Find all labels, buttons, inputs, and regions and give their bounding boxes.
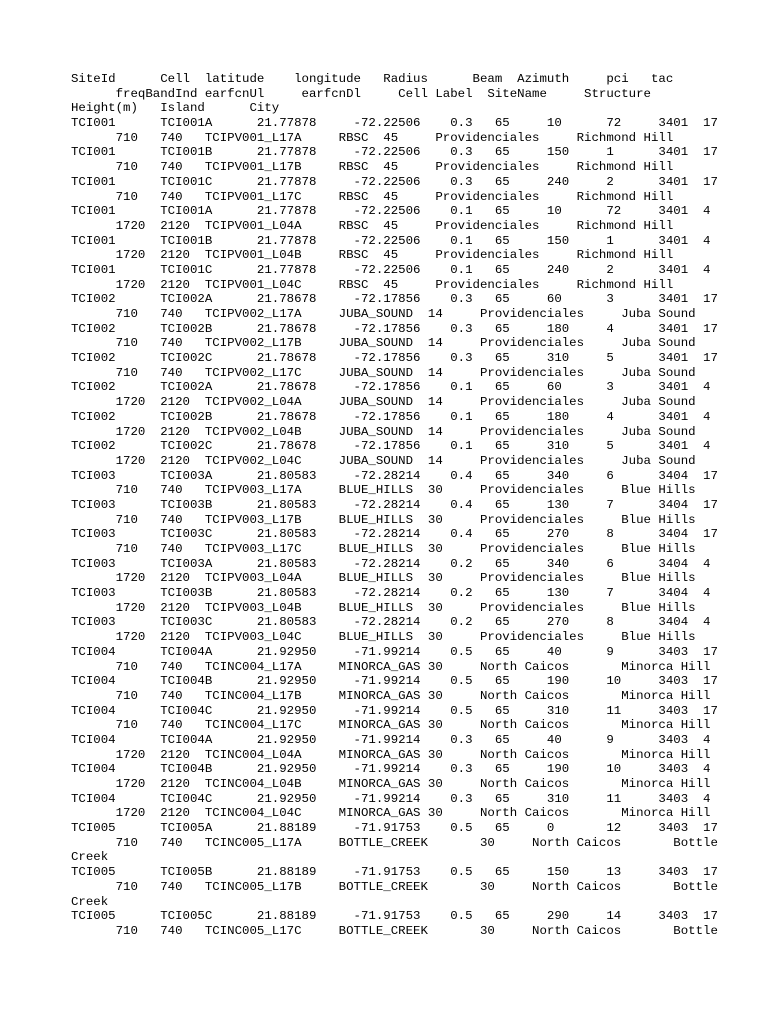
text-line: SiteId Cell latitude longitude Radius Beam Azimuth pci tac [71, 72, 674, 86]
text-line: TCI002 TCI002B 21.78678 -72.17856 0.3 65 180 4 3401 17 [71, 321, 718, 336]
text-line: TCI001 TCI001C 21.77878 -72.22506 0.1 65 240 2 3401 4 [71, 262, 711, 277]
text-line: Creek [71, 850, 109, 865]
text-line: 710 740 TCIPV002_L17B JUBA_SOUND 14 Providenciales Juba Sound [71, 336, 696, 351]
text-line: freqBandInd earfcnUl earfcnDl Cell Label SiteName Structure [71, 86, 651, 101]
document-text-body [71, 72, 761, 939]
text-line: TCI001 TCI001A 21.77878 -72.22506 0.3 65 10 72 3401 17 [71, 116, 718, 131]
text-line: TCI001 TCI001B 21.77878 -72.22506 0.3 65 150 1 3401 17 [71, 145, 718, 160]
text-line: 1720 2120 TCINC004_L04A MINORCA_GAS 30 North Caicos Minorca Hill [71, 747, 711, 762]
text-line: 1720 2120 TCIPV002_L04B JUBA_SOUND 14 Providenciales Juba Sound [71, 424, 696, 439]
text-line: TCI003 TCI003C 21.80583 -72.28214 0.4 65 270 8 3404 17 [71, 527, 718, 542]
text-line: TCI003 TCI003C 21.80583 -72.28214 0.2 65 270 8 3404 4 [71, 615, 711, 630]
text-line: 1720 2120 TCIPV001_L04C RBSC 45 Providenciales Richmond Hill [71, 277, 674, 292]
text-line: TCI002 TCI002A 21.78678 -72.17856 0.1 65 60 3 3401 4 [71, 380, 711, 395]
text-line: TCI003 TCI003B 21.80583 -72.28214 0.2 65 130 7 3404 4 [71, 586, 711, 601]
text-line: TCI002 TCI002B 21.78678 -72.17856 0.1 65 180 4 3401 4 [71, 409, 711, 424]
text-line: TCI005 TCI005B 21.88189 -71.91753 0.5 65 150 13 3403 17 [71, 865, 718, 880]
text-line: TCI004 TCI004A 21.92950 -71.99214 0.3 65 40 9 3403 4 [71, 732, 711, 747]
text-line: 710 740 TCINC005_L17B BOTTLE_CREEK 30 North Caicos Bottle [71, 879, 718, 894]
text-line: TCI002 TCI002C 21.78678 -72.17856 0.3 65 310 5 3401 17 [71, 351, 718, 366]
text-line: TCI004 TCI004C 21.92950 -71.99214 0.3 65 310 11 3403 4 [71, 791, 711, 806]
text-line: 1720 2120 TCIPV001_L04A RBSC 45 Providenciales Richmond Hill [71, 218, 674, 233]
text-line: TCI005 TCI005C 21.88189 -71.91753 0.5 65 290 14 3403 17 [71, 909, 718, 924]
text-line: TCI002 TCI002A 21.78678 -72.17856 0.3 65 60 3 3401 17 [71, 292, 718, 307]
text-line: 710 740 TCINC004_L17A MINORCA_GAS 30 North Caicos Minorca Hill [71, 659, 711, 674]
text-line: 1720 2120 TCIPV001_L04B RBSC 45 Providenciales Richmond Hill [71, 248, 674, 263]
text-line: TCI003 TCI003B 21.80583 -72.28214 0.4 65 130 7 3404 17 [71, 497, 718, 512]
text-line: TCI004 TCI004B 21.92950 -71.99214 0.3 65 190 10 3403 4 [71, 762, 711, 777]
text-line: 1720 2120 TCIPV002_L04C JUBA_SOUND 14 Providenciales Juba Sound [71, 453, 696, 468]
text-line: TCI004 TCI004C 21.92950 -71.99214 0.5 65 310 11 3403 17 [71, 703, 718, 718]
text-line: 1720 2120 TCIPV003_L04A BLUE_HILLS 30 Providenciales Blue Hills [71, 571, 696, 586]
text-line: TCI002 TCI002C 21.78678 -72.17856 0.1 65 310 5 3401 4 [71, 439, 711, 454]
text-line: TCI003 TCI003A 21.80583 -72.28214 0.2 65 340 6 3404 4 [71, 556, 711, 571]
text-line: 710 740 TCINC005_L17A BOTTLE_CREEK 30 North Caicos Bottle [71, 835, 718, 850]
text-line: Creek [71, 894, 109, 909]
text-line: 710 740 TCIPV003_L17B BLUE_HILLS 30 Providenciales Blue Hills [71, 512, 696, 527]
text-line: Height(m) Island City [71, 101, 280, 116]
text-line: 1720 2120 TCINC004_L04B MINORCA_GAS 30 North Caicos Minorca Hill [71, 777, 711, 791]
text-line: 710 740 TCINC005_L17C BOTTLE_CREEK 30 North Caicos Bottle [71, 923, 718, 938]
text-line: TCI001 TCI001B 21.77878 -72.22506 0.1 65 150 1 3401 4 [71, 233, 711, 248]
text-line: TCI003 TCI003A 21.80583 -72.28214 0.4 65 340 6 3404 17 [71, 468, 718, 483]
text-line: 710 740 TCIPV003_L17A BLUE_HILLS 30 Providenciales Blue Hills [71, 483, 696, 498]
text-line: 1720 2120 TCIPV003_L04B BLUE_HILLS 30 Providenciales Blue Hills [71, 600, 696, 615]
text-line: 710 740 TCIPV001_L17A RBSC 45 Providenciales Richmond Hill [71, 130, 674, 145]
text-line: 710 740 TCIPV001_L17B RBSC 45 Providenciales Richmond Hill [71, 160, 674, 175]
text-line: 710 740 TCIPV002_L17A JUBA_SOUND 14 Providenciales Juba Sound [71, 307, 696, 321]
text-line: 1720 2120 TCINC004_L04C MINORCA_GAS 30 North Caicos Minorca Hill [71, 806, 711, 821]
text-line: 710 740 TCINC004_L17C MINORCA_GAS 30 North Caicos Minorca Hill [71, 718, 711, 733]
text-line: 710 740 TCIPV003_L17C BLUE_HILLS 30 Providenciales Blue Hills [71, 542, 696, 556]
text-line: 1720 2120 TCIPV002_L04A JUBA_SOUND 14 Providenciales Juba Sound [71, 395, 696, 410]
text-line: 1720 2120 TCIPV003_L04C BLUE_HILLS 30 Providenciales Blue Hills [71, 630, 696, 645]
text-line: TCI001 TCI001A 21.77878 -72.22506 0.1 65 10 72 3401 4 [71, 204, 711, 219]
text-line: TCI001 TCI001C 21.77878 -72.22506 0.3 65 240 2 3401 17 [71, 174, 718, 189]
text-line: TCI004 TCI004B 21.92950 -71.99214 0.5 65 190 10 3403 17 [71, 674, 718, 689]
text-line: 710 740 TCIPV002_L17C JUBA_SOUND 14 Providenciales Juba Sound [71, 365, 696, 380]
text-line: 710 740 TCIPV001_L17C RBSC 45 Providenciales Richmond Hill [71, 189, 674, 204]
text-line: TCI005 TCI005A 21.88189 -71.91753 0.5 65 0 12 3403 17 [71, 821, 718, 836]
text-line: TCI004 TCI004A 21.92950 -71.99214 0.5 65 40 9 3403 17 [71, 644, 718, 659]
text-line: 710 740 TCINC004_L17B MINORCA_GAS 30 North Caicos Minorca Hill [71, 688, 711, 703]
